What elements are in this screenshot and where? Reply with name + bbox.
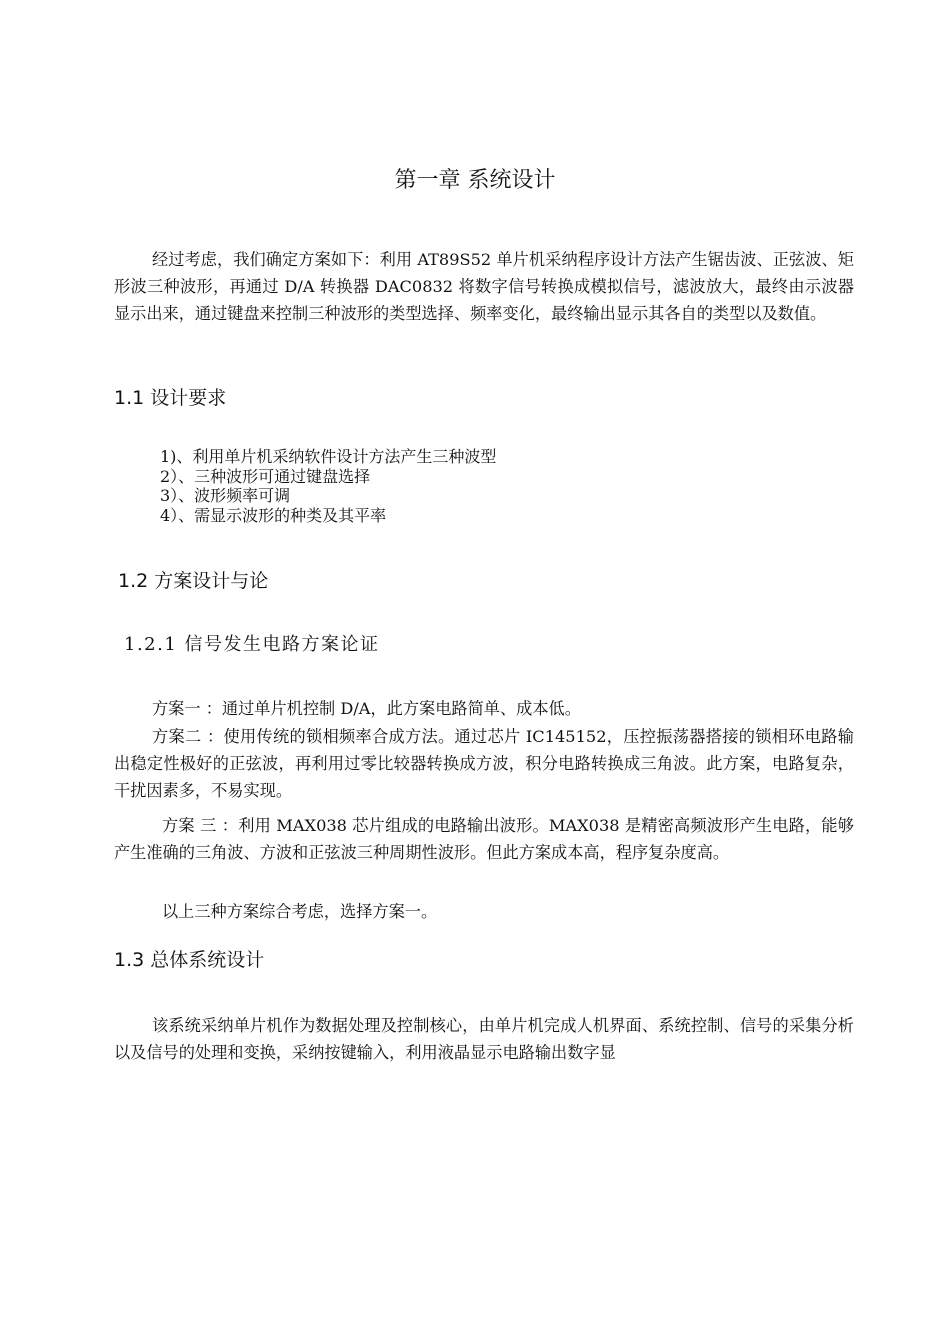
- requirements-list: [160, 447, 760, 525]
- section-1-1-title: 1.1 设计要求: [114, 387, 227, 409]
- section-1-3-title: 1.3 总体系统设计: [114, 949, 265, 971]
- subsection-1-2-1-title: 1.2.1 信号发生电路方案论证: [124, 634, 380, 655]
- plan-three: 方案 三 ：利用 MAX038 芯片组成的电路输出波形。MAX038 是精密高频波形产生电路，能够产生准确的三角波、方波和正弦波三种周期性波形。但此方案成本高，程序复杂度高。: [114, 816, 854, 862]
- requirement-item: 3）、波形频率可调: [160, 486, 291, 505]
- requirement-item: 1)、利用单片机采纳软件设计方法产生三种波型: [160, 447, 497, 466]
- plan-conclusion: 以上三种方案综合考虑，选择方案一。: [162, 902, 438, 921]
- plan-two: 方案二 ：使用传统的锁相频率合成方法。通过芯片 IC145152，压控振荡器搭接的锁相环电路输出稳定性极好的正弦波，再利用过零比较器转换成方波，积分电路转换成三角波。此方案，电路复杂，干扰因素多，不易实现。: [114, 727, 854, 800]
- chapter-title: 第一章 系统设计: [394, 168, 556, 193]
- requirement-item: 4）、需显示波形的种类及其平率: [160, 505, 387, 525]
- intro-paragraph: 经过考虑，我们确定方案如下：利用 AT89S52 单片机采纳程序设计方法产生锯齿波、正弦波、矩形波三种波形，再通过 D/A 转换器 DAC0832 将数字信号转换成模拟信号，滤波放大，最终由示波器显示出来，通过键盘来控制三种波形的类型选择、频率变化，最终输出显示其各自的类型以及数值。: [114, 250, 854, 323]
- requirement-item: 2）、三种波形可通过键盘选择: [160, 466, 371, 486]
- plan-one: 方案一 ：通过单片机控制 D/A，此方案电路简单、成本低。: [152, 699, 581, 718]
- section-1-2-title: 1.2 方案设计与论: [118, 570, 269, 592]
- system-design-paragraph: 该系统采纳单片机作为数据处理及控制核心，由单片机完成人机界面、系统控制、信号的采集分析以及信号的处理和变换，采纳按键输入，利用液晶显示电路输出数字显: [114, 1016, 854, 1062]
